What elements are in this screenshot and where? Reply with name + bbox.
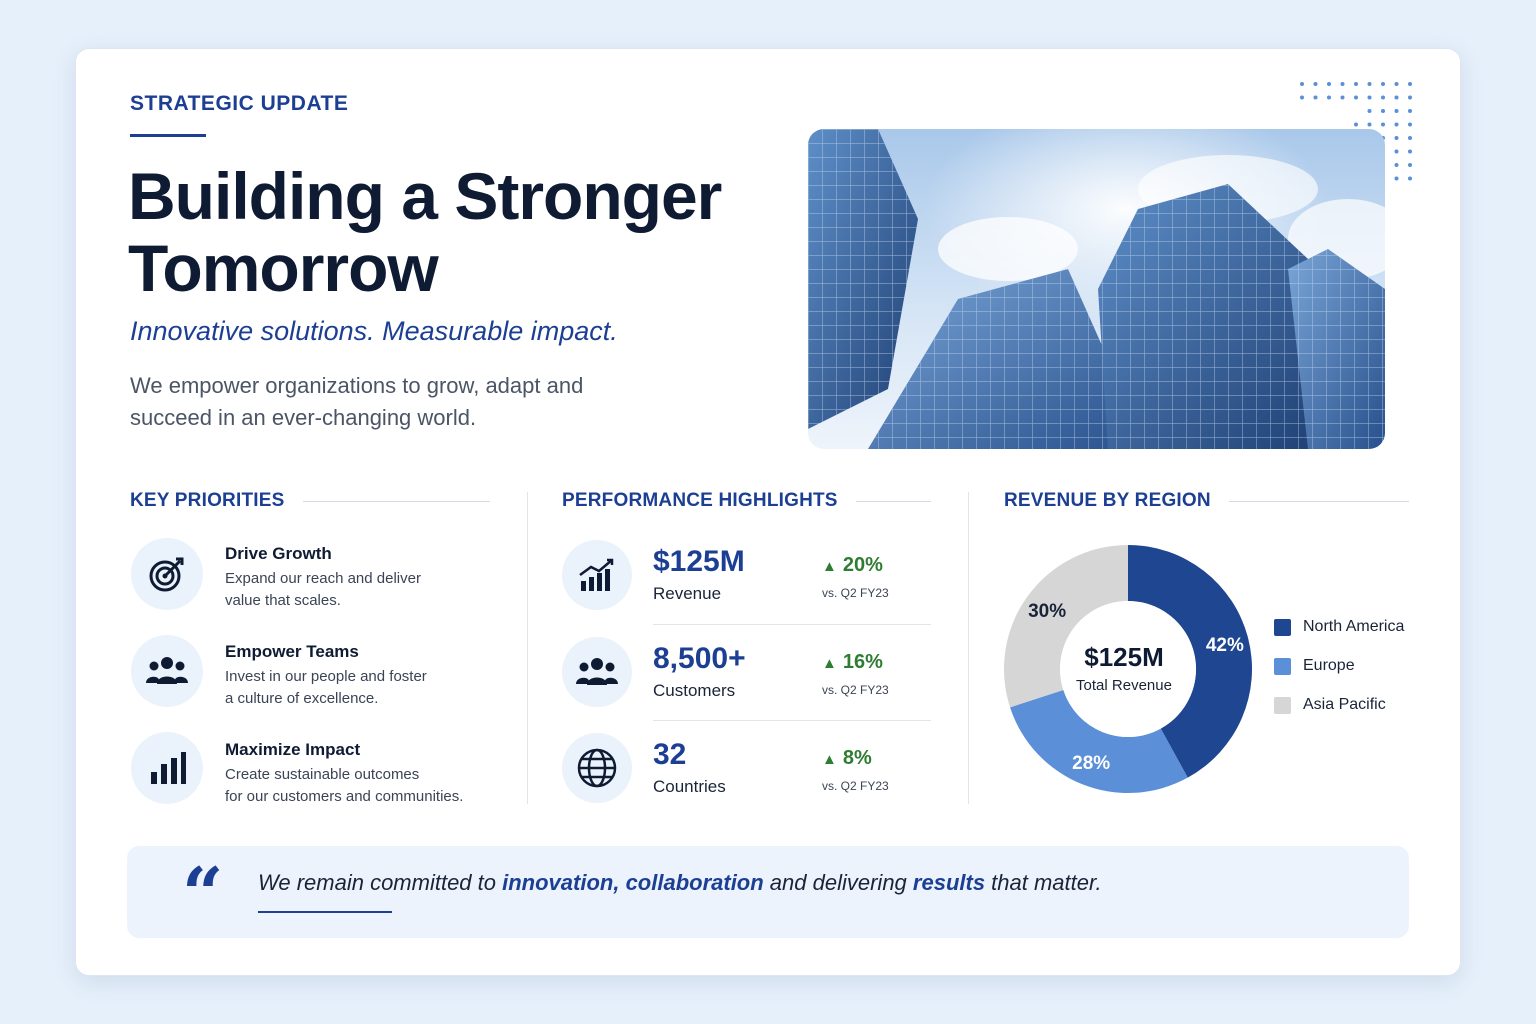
kpi-note: vs. Q2 FY23 <box>822 683 889 697</box>
quote-text: We remain committed to innovation, collaboration and delivering results that matter. <box>258 870 1102 895</box>
row-divider <box>653 624 931 625</box>
eyebrow-label: STRATEGIC UPDATE <box>130 92 349 115</box>
target-icon <box>131 538 203 610</box>
intro-text <box>130 370 650 434</box>
kpi-value: $125M <box>653 545 745 578</box>
donut-center-value: $125M <box>1084 642 1164 672</box>
priority-desc: Invest in our people and foster a culture of excellence. <box>225 668 427 707</box>
up-arrow-icon: ▲ <box>822 751 837 768</box>
priority-title: Empower Teams <box>225 642 359 661</box>
revenue-heading <box>1004 490 1409 512</box>
customers-icon <box>562 637 632 707</box>
team-icon <box>131 635 203 707</box>
legend-swatch <box>1274 619 1291 636</box>
intro-line-1: We empower organizations to grow, adapt and <box>130 373 584 398</box>
row-divider <box>653 720 931 721</box>
legend-label: Europe <box>1303 657 1355 674</box>
kpi-delta: ▲ 8% <box>822 747 872 769</box>
eyebrow-underline <box>130 134 206 137</box>
priority-desc: Expand our reach and deliver value that scales. <box>225 570 421 609</box>
legend-swatch <box>1274 658 1291 675</box>
priority-desc: Create sustainable outcomes for our customers and communities. <box>225 766 464 805</box>
kpi-delta: ▲ 20% <box>822 554 883 576</box>
skyscraper-illustration <box>808 129 1385 449</box>
performance-heading <box>562 490 931 512</box>
donut-center-label: Total Revenue <box>1076 677 1172 694</box>
title-line-1: Building a Stronger <box>128 159 722 233</box>
kpi-label: Countries <box>653 777 726 796</box>
column-divider <box>968 492 969 804</box>
globe-icon <box>562 733 632 803</box>
priority-title: Maximize Impact <box>225 740 361 759</box>
kpi-value: 8,500+ <box>653 642 746 675</box>
key-priorities-heading <box>130 490 490 512</box>
priority-title: Drive Growth <box>225 544 332 563</box>
quote-icon: “ <box>182 851 224 936</box>
bar-chart-icon <box>131 732 203 804</box>
quote-underline <box>258 911 392 913</box>
revenue-donut-chart <box>994 535 1262 803</box>
legend-label: North America <box>1303 618 1405 635</box>
trend-up-icon <box>562 540 632 610</box>
performance-label: PERFORMANCE HIGHLIGHTS <box>562 490 838 511</box>
legend-item <box>1274 696 1386 714</box>
kpi-label: Revenue <box>653 584 722 603</box>
heading-rule <box>303 501 491 502</box>
up-arrow-icon: ▲ <box>822 558 837 575</box>
intro-line-2: succeed in an ever-changing world. <box>130 405 477 430</box>
legend-item <box>1274 618 1404 636</box>
column-divider <box>527 492 528 804</box>
revenue-label: REVENUE BY REGION <box>1004 490 1211 511</box>
donut-data-label: 28% <box>1072 752 1111 774</box>
kpi-value: 32 <box>653 738 687 771</box>
legend-item <box>1274 657 1355 675</box>
donut-data-label: 42% <box>1205 635 1244 657</box>
title-line-2: Tomorrow <box>128 231 438 305</box>
tagline: Innovative solutions. Measurable impact. <box>130 316 618 346</box>
donut-data-label: 30% <box>1028 601 1067 623</box>
page-title <box>128 160 778 304</box>
heading-rule <box>1229 501 1409 502</box>
hero-image <box>808 129 1385 449</box>
up-arrow-icon: ▲ <box>822 655 837 672</box>
kpi-note: vs. Q2 FY23 <box>822 779 889 793</box>
heading-rule <box>856 501 931 502</box>
legend-swatch <box>1274 697 1291 714</box>
kpi-label: Customers <box>653 681 736 700</box>
key-priorities-label: KEY PRIORITIES <box>130 490 285 511</box>
kpi-delta: ▲ 16% <box>822 651 883 673</box>
legend-label: Asia Pacific <box>1303 696 1386 713</box>
kpi-note: vs. Q2 FY23 <box>822 586 889 600</box>
